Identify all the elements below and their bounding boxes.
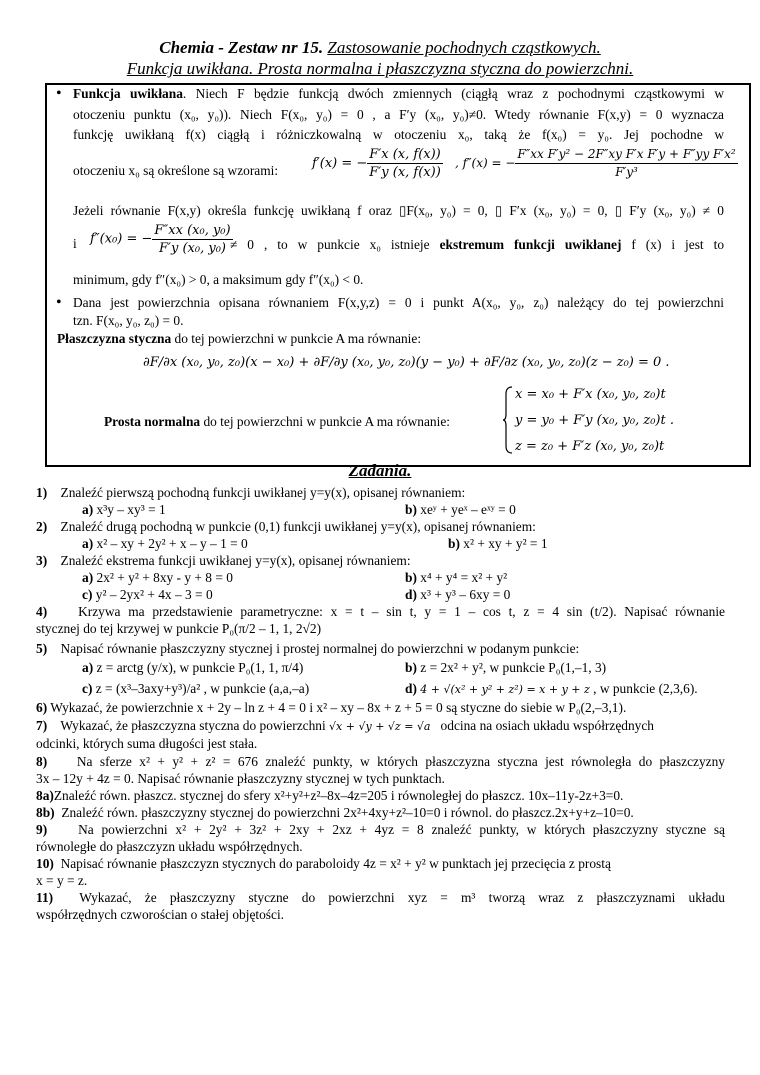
tasks-heading: Zadania. [348,461,412,480]
task-3a: a) 2x² + y² + 8xy - y + 8 = 0 [82,570,233,585]
task-2a: a) x² – xy + 2y² + x – y – 1 = 0 [82,536,248,551]
task-3b: b) x⁴ + y⁴ = x² + y² [405,570,508,585]
task-11: 11) Wykazać, że płaszczyzny styczne do powierzchni xyz = m³ tworzą wraz z płaszczyznami układu [36,890,725,905]
task-6: 6) Wykazać, że powierzchnie x + 2y – ln z + 4 = 0 i x² – xy – 8x + z + 5 = 0 są styczne do siebie w P₀(2,–3,1). [36,700,627,715]
task-2b: b) x² + xy + y² = 1 [448,536,548,551]
task-1: 1) Znaleźć pierwszą pochodną funkcji uwikłanej y=y(x), opisanej równaniem: [36,485,466,500]
task-3: 3) Znaleźć ekstrema funkcji uwikłanej y=y(x), opisanej równaniem: [36,553,411,568]
task-5a: a) z = arctg (y/x), w punkcie P₀(1, 1, π/4) [82,660,304,675]
normal-line-label: Prosta normalna do tej powierzchni w punkcie A ma równanie: [104,414,450,429]
task-8-cont: 3x – 12y + 4z = 0. Napisać równanie płaszczyzny stycznej w tych punktach. [36,771,445,786]
document-subtitle: Funkcja uwikłana. Prosta normalna i płaszczyzna styczna do powierzchni. [126,59,634,78]
task-4-cont: stycznej do tej krzywej w punkcie P₀(π/2 – 1, 1, 2√2) [36,621,322,636]
task-5b: b) z = 2x² + y², w punkcie P₀(1,–1, 3) [405,660,607,675]
theory-line-4: otoczeniu x₀ są określone są wzorami: [73,163,279,178]
task-3d: d) x³ + y³ – 6xy = 0 [405,587,511,602]
theory-line-2: otoczeniu punktu (x₀, y₀)). Niech F(x₀, y₀) = 0 , a F′y (x₀, y₀)≠0. Wtedy równanie F(x,y) = 0 wyznacza [73,107,724,122]
tangent-plane-equation: ∂F/∂x (x₀, y₀, z₀)(x − x₀) + ∂F/∂y (x₀, y₀, z₀)(y − y₀) + ∂F/∂z (x₀, y₀, z₀)(z − z₀) = 0 . [143,355,670,370]
task-7-cont: odcinki, których suma długości jest stała. [36,736,258,751]
task-9-cont: równoległe do płaszczyzn układu współrzędnych. [36,839,303,854]
document-title: Chemia - Zestaw nr 15. Zastosowanie pochodnych cząstkowych. [159,38,601,57]
theory-line-3: funkcję uwikłaną f(x) ciągłą i różniczkowalną w otoczeniu x₀, taką że f(x₀) = y₀. Jej pochodne w [73,127,724,142]
task-10: 10) Napisać równanie płaszczyzn stycznych do paraboloidy 4z = x² + y² w punktach jej przecięcia z prostą [36,856,611,871]
task-4: 4) Krzywa ma przedstawienie parametryczne: x = t – sin t, y = 1 – cos t, z = 4 sin (t/2). Napisać równanie [36,604,725,619]
normal-eq-x: x = x₀ + F′x (x₀, y₀, z₀)t [515,387,666,402]
task-5: 5) Napisać równanie płaszczyzny stycznej i prostej normalnej do powierzchni w podanym punkcie: [36,641,580,656]
task-1a: a) x³y – xy³ = 1 [82,502,166,517]
task-3c: c) y² – 2yx² + 4x – 3 = 0 [82,587,213,602]
theory-extremum-line-2: ≠ 0 , to w punkcie x₀ istnieje ekstremum funkcji uwikłanej f (x) i jest to [230,237,725,252]
bullet: • [56,294,62,311]
task-11-cont: współrzędnych czworościan o stałej objętości. [36,907,285,922]
task-5d: d) 4 + √(x² + y² + z²) = x + y + z , w punkcie (2,3,6). [405,681,698,696]
task-8b: 8b) Znaleźć równ. płaszczyzny stycznej do powierzchni 2x²+4xy+z²–10=0 i równol. do płaszcz.2x+y+z–10=0. [36,805,634,820]
first-derivative-formula: f′(x) = − $\frac{F'x (x, f(x))}{F'y (x, f(x))}$ [312,147,441,180]
task-7: 7) Wykazać, że płaszczyzna styczna do powierzchni √x + √y + √z = √a odcina na osiach układu współrzędnych [36,718,654,733]
task-8a: 8a)Znaleźć równ. płaszcz. stycznej do sfery x²+y²+z²–8x–4z=205 i równoległej do płaszcz. 10x–11y-2z+3=0. [36,788,624,803]
theory-i: i [73,236,77,251]
theory-extremum-line-3: minimum, gdy f″(x₀) > 0, a maksimum gdy f″(x₀) < 0. [73,272,364,287]
normal-eq-y: y = y₀ + F′y (x₀, y₀, z₀)t . [515,413,674,428]
surface-line-1: Dana jest powierzchnia opisana równaniem F(x,y,z) = 0 i punkt A(x₀, y₀, z₀) należący do tej powierzchni [73,295,724,310]
bullet: • [56,85,62,102]
left-brace-icon [502,386,514,454]
extremum-condition-formula: f″(x₀) = − $\frac{\text{F″xx (x₀, y₀)}}{\text{F′y (x₀, y₀)}}$ [90,223,231,256]
theory-extremum-line-1: Jeżeli równanie F(x,y) określa funkcję uwikłaną f oraz ▯F(x₀, y₀) = 0, ▯ F′x (x₀, y₀) = 0, ▯ F′y (x₀, y₀) ≠ 0 [73,203,724,218]
task-9: 9) Na powierzchni x² + 2y² + 3z² + 2xy + 2xz + 4yz = 8 znaleźć punkty, w których płaszczyzny styczne są [36,822,726,837]
task-2: 2) Znaleźć drugą pochodną w punkcie (0,1) funkcji uwikłanej y=y(x), opisanej równaniem: [36,519,536,534]
second-derivative-formula: , f″(x) = − $\frac{\text{F″xx F′y² − 2F″xy F′x F′y + F″yy F′x²}}{\text{F′y³}}$ [455,147,736,179]
task-5c: c) z = (x³–3axy+y³)/a² , w punkcie (a,a,–a) [82,681,310,696]
task-10-cont: x = y = z. [36,873,88,888]
normal-eq-z: z = z₀ + F′z (x₀, y₀, z₀)t [515,439,665,454]
surface-line-2: tzn. F(x₀, y₀, z₀) = 0. [73,313,184,328]
theory-line-1: Funkcja uwikłana. Niech F będzie funkcją dwóch zmiennych (ciągłą wraz z pochodnymi cząstkowymi w [73,86,725,101]
tangent-plane-label: Płaszczyzna styczna do tej powierzchni w punkcie A ma równanie: [57,331,422,346]
task-8: 8) Na sferze x² + y² + z² = 676 znaleźć punkty, w których płaszczyzna styczna jest równoległa do płaszczyzny [36,754,725,769]
task-1b: b) xeʸ + yeˣ – eˣʸ = 0 [405,502,516,517]
